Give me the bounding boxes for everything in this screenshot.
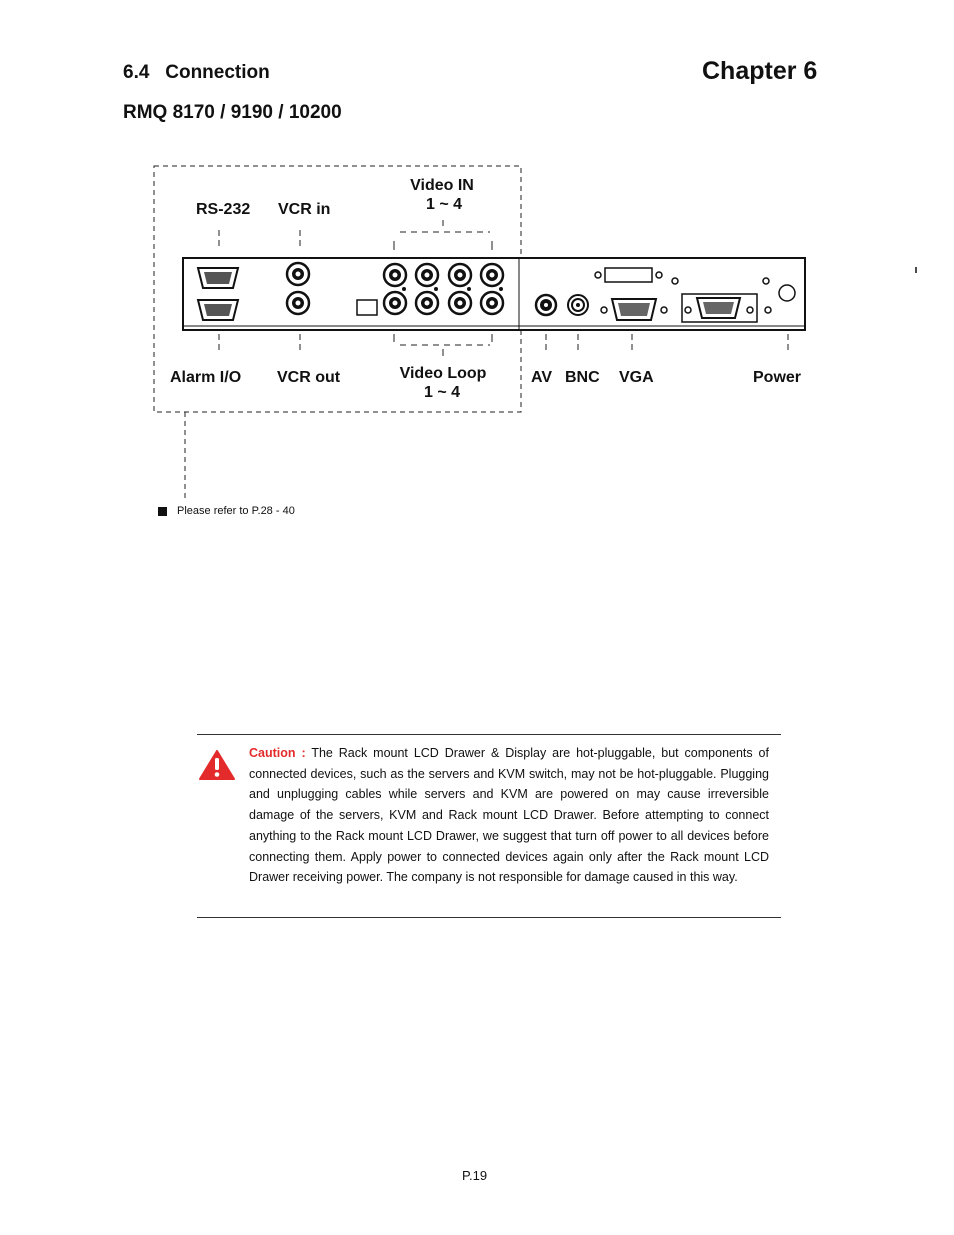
label-vga: VGA xyxy=(619,369,654,386)
av-connector xyxy=(536,295,556,315)
caution-text-block xyxy=(249,743,769,888)
label-video-loop-range: 1 ~ 4 xyxy=(423,384,461,401)
label-video-in-range: 1 ~ 4 xyxy=(425,196,463,213)
bullet-square-icon xyxy=(158,507,167,516)
label-alarm-io: Alarm I/O xyxy=(170,369,242,386)
label-vcr-in: VCR in xyxy=(278,201,331,218)
reference-note xyxy=(158,505,295,517)
label-power: Power xyxy=(753,369,802,386)
label-video-in-title: Video IN xyxy=(410,177,474,194)
label-rs232: RS-232 xyxy=(196,201,251,218)
model-title: RMQ 8170 / 9190 / 10200 xyxy=(123,102,342,123)
power-block xyxy=(682,294,771,322)
caution-box xyxy=(197,734,781,918)
vcr-out-connector xyxy=(287,292,309,314)
bnc-connector xyxy=(568,295,588,315)
section-title: 6.4 Connection xyxy=(123,62,270,83)
caution-body: The Rack mount LCD Drawer & Display are hot-pluggable, but components of connected devices, such as the servers and KVM switch, may not be hot-pluggable. Plugging and unplugging cables while servers and KVM are powered on may cause irreversible damage of the servers, KVM and Rack mount LCD Drawer. Before attempting to connect anything to the Rack mount LCD Drawer, we suggest that turn off power to all devices before connecting them. Apply power to connected devices again only after the Rack mount LCD Drawer receiving power. The company is not responsible for damage caused in this way. xyxy=(249,746,769,885)
warning-icon xyxy=(199,750,235,780)
chapter-title: Chapter 6 xyxy=(702,57,818,85)
caution-label: Caution : xyxy=(249,746,306,760)
label-av: AV xyxy=(531,369,553,386)
power-switch xyxy=(779,285,795,301)
reference-note-text: Please refer to P.28 - 40 xyxy=(177,505,295,517)
vcr-in-connector xyxy=(287,263,309,285)
alarm-io-connector xyxy=(198,300,238,320)
page-number: P.19 xyxy=(462,1168,488,1183)
dvi-slot xyxy=(595,268,662,282)
label-video-loop-title: Video Loop xyxy=(399,365,487,382)
label-bnc: BNC xyxy=(565,369,600,386)
label-vcr-out: VCR out xyxy=(277,369,341,386)
panel-switch xyxy=(357,300,377,315)
rs232-connector xyxy=(198,268,238,288)
